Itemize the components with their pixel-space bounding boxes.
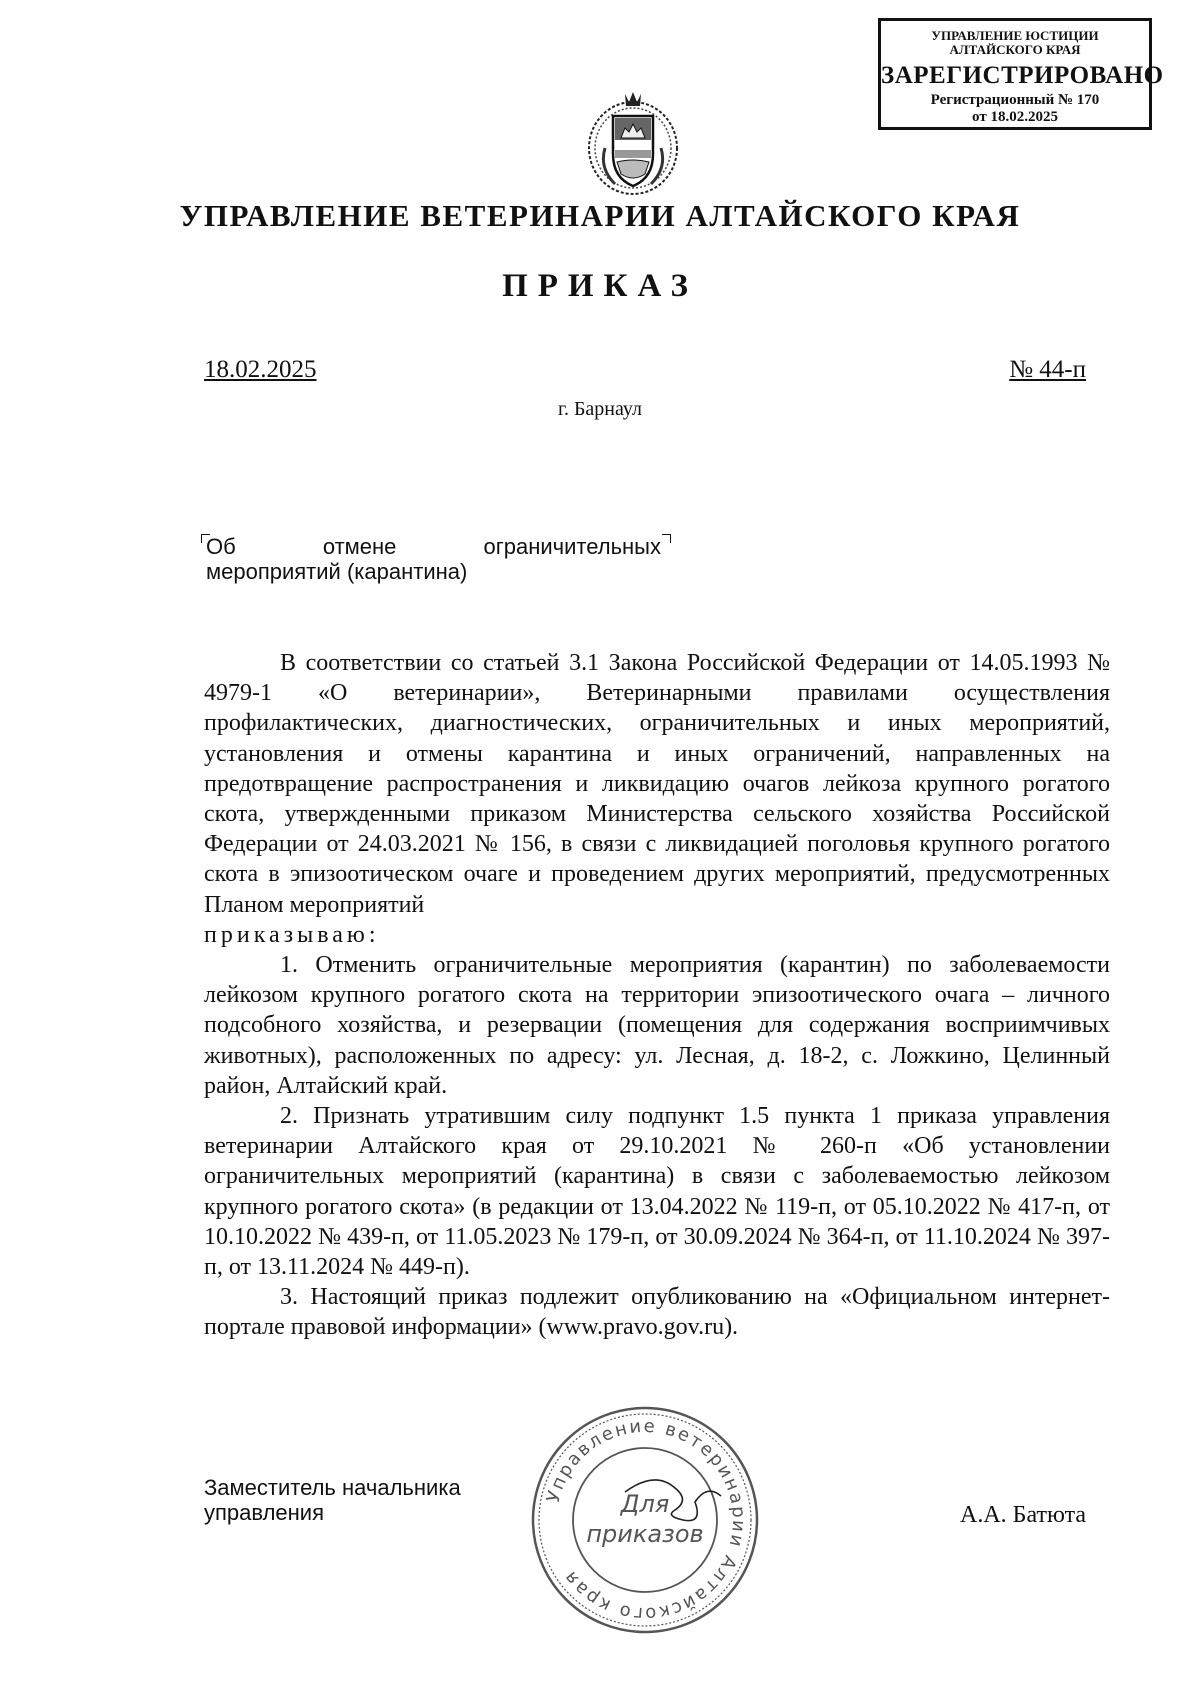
subject-word: отмене xyxy=(322,534,397,559)
order-item-1: 1. Отменить ограничительные мероприятия (карантин) по заболеваемости лейкозом крупного рогатого скота на территории эпизоотического очага – личного подсобного хозяйства, и резервации (помещения для содержания восприимчивых животных), расположенных по адресу: ул. Лесная, д. 18-2, с. Ложкино, Целинный район, Алтайский край. xyxy=(204,952,1110,1099)
seal-center-line2: приказов xyxy=(586,1520,704,1548)
seal-ring-text: Управление ветеринарии Алтайского края xyxy=(542,1415,750,1625)
stamp-agency-line2: АЛТАЙСКОГО КРАЯ xyxy=(949,42,1081,57)
order-item-2: 2. Признать утратившим силу подпункт 1.5 пункта 1 приказа управления ветеринарии Алтайского края от 29.10.2021 № 260-п «Об установлении ограничительных мероприятий (карантина) в связи с заболеваемостью лейкозом крупного рогатого скота» (в редакции от 13.04.2022 № 119-п, от 05.10.2022 № 417-п, от 10.10.2022 № 439-п, от 11.05.2023 № 179-п, от 30.09.2024 № 364-п, от 11.10.2024 № 397-п, от 13.11.2024 № 449-п). xyxy=(204,1103,1110,1281)
stamp-reg-date: от 18.02.2025 xyxy=(972,109,1058,125)
organization-name: УПРАВЛЕНИЕ ВЕТЕРИНАРИИ АЛТАЙСКОГО КРАЯ xyxy=(179,198,1021,233)
seal-center-line1: Для xyxy=(620,1490,670,1518)
document-type: ПРИКАЗ xyxy=(502,268,698,304)
stamp-reg-number: Регистрационный № 170 xyxy=(930,92,1100,108)
document-number: № 44-п xyxy=(1009,356,1086,383)
subject-word: ограничительных xyxy=(483,534,661,559)
document-body xyxy=(204,648,1110,1343)
registration-stamp xyxy=(878,18,1164,130)
signatory-name: А.А. Батюта xyxy=(960,1502,1087,1528)
subject-line1 xyxy=(206,534,661,559)
official-seal xyxy=(525,1400,765,1640)
stamp-agency-line1: УПРАВЛЕНИЕ ЮСТИЦИИ xyxy=(931,28,1099,43)
signatory-title-line2: управления xyxy=(204,1500,324,1525)
stamp-status: ЗАРЕГИСТРИРОВАНО xyxy=(881,62,1164,89)
document-city: г. Барнаул xyxy=(558,398,642,420)
coat-of-arms-icon xyxy=(585,88,681,198)
signatory-title xyxy=(204,1475,461,1525)
signatory-title-line1: Заместитель начальника xyxy=(204,1475,461,1500)
order-item-3: 3. Настоящий приказ подлежит опубликованию на «Официальном интернет-портале правовой информации» (www.pravo.gov.ru). xyxy=(204,1284,1110,1341)
subject-word: Об xyxy=(206,534,236,559)
body-preamble: В соответствии со статьей 3.1 Закона Российской Федерации от 14.05.1993 № 4979-1 «О ветеринарии», Ветеринарными правилами осуществления профилактических, диагностических, ограничительных и иных мероприятий, установления и отмены карантина и иных ограничений, направленных на предотвращение распространения и ликвидацию очагов лейкоза крупного рогатого скота, утвержденными приказом Министерства сельского хозяйства Российской Федерации от 24.03.2021 № 156, в связи с ликвидацией поголовья крупного рогатого скота в эпизоотическом очаге и проведением других мероприятий, предусмотренных Планом мероприятий xyxy=(204,650,1110,918)
document-subject xyxy=(206,534,661,584)
order-word: приказываю: xyxy=(204,921,380,948)
document-date: 18.02.2025 xyxy=(204,356,317,383)
subject-corner-right xyxy=(662,534,671,543)
subject-line2: мероприятий (карантина) xyxy=(206,559,468,584)
